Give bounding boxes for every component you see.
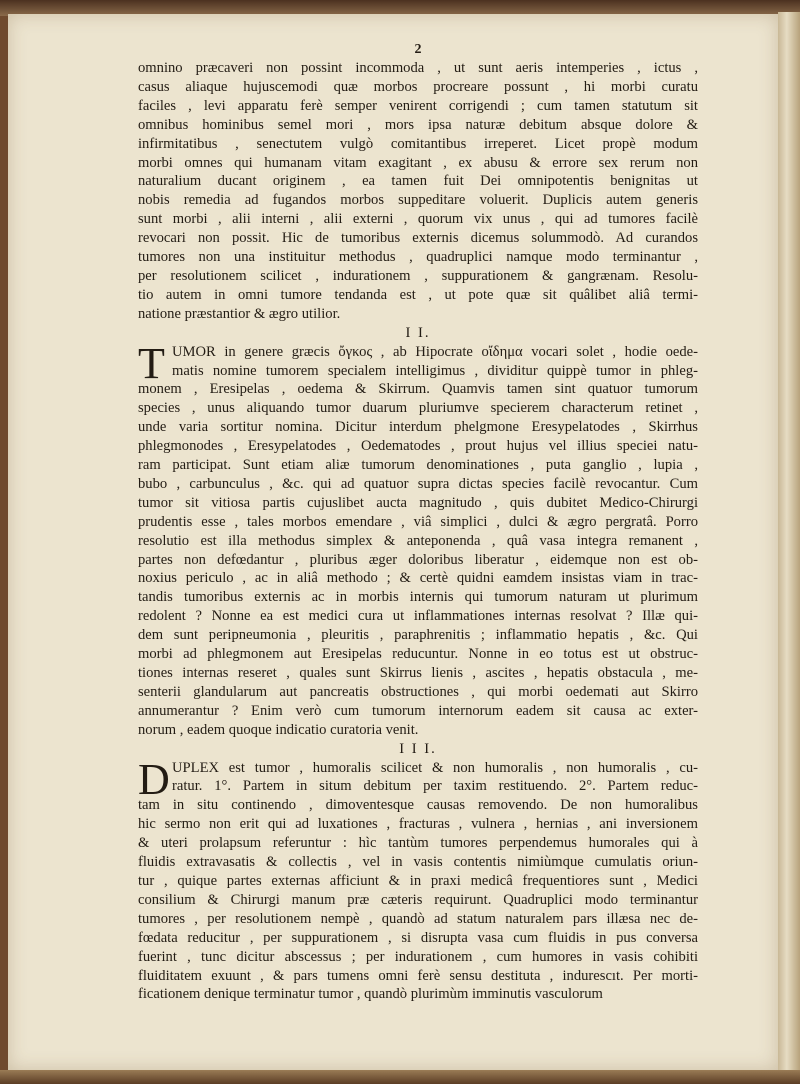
text-line: UMOR in genere græcis ὄγκος , ab Hipocrate οἴδημα vocari solet , hodie oede- xyxy=(172,343,698,360)
text-line: naturalium ducant originem , ea tamen fuit Dei omnipotentis benignitas ut xyxy=(138,173,698,190)
text-line: nobis remedia ad fugandos morbos suppeditare voluerit. Duplicis autem generis xyxy=(138,192,698,209)
text-line: tumores , per resolutionem nempè , quandò ad statum naturalem pars illæsa nec de- xyxy=(138,910,698,927)
text-line: fuerint , tunc dicitur abscessus ; per indurationem , cum humores in vasis cohibiti xyxy=(138,948,698,965)
text-line: fluidis extravasatis & collectis , vel in vasis contentis nimiùmque cumulatis oriun- xyxy=(138,854,698,871)
text-line: ratur. 1°. Partem in situm debitum per taxim restituendo. 2°. Partem reduc- xyxy=(172,778,698,795)
text-line: prudentis esse , tales morbos emendare , viâ simplici , dulci & ægro pergratâ. Porro xyxy=(138,513,698,530)
text-line: ram participat. Sunt etiam aliæ tumorum denominationes , puta ganglio , lupia , xyxy=(138,457,698,474)
drop-cap-t: T xyxy=(138,338,165,388)
text-line: faciles , levi apparatu ferè semper venirent corrigendi ; cum tamen statutum sit xyxy=(138,97,698,114)
text-line: resolutio est illa methodus simplex & anteponenda , quâ vasa integra remanent , xyxy=(138,532,698,549)
text-line: fœdata reducitur , per suppurationem , si disrupta vasa cum fluidis in pus conversa xyxy=(138,929,698,946)
scan-edge-bottom xyxy=(0,1070,800,1084)
text-line: ficationem denique terminatur tumor , quandò plurimùm imminutis vasculorum xyxy=(138,986,603,1003)
section-3-paragraph xyxy=(138,754,698,1005)
text-line: hic sermo non erit qui ad luxationes , fracturas , vulnera , hernias , ani inversionem xyxy=(138,816,698,833)
text-line: redolent ? Nonne ea est medici cura ut inflammationes internas resolvat ? Illæ qui- xyxy=(138,608,698,625)
text-line: senterii glandularum aut pancreatis obstructiones , qui morbi oedemati aut Skirro xyxy=(138,683,698,700)
facing-page-edge xyxy=(778,12,800,1076)
text-line: natione præstantior & ægro utilior. xyxy=(138,305,341,322)
text-line: fluiditatem exuunt , & pars tumens omni ferè sensu destituta , indurescıt. Per morti- xyxy=(138,967,698,984)
text-line: dem sunt peripneumonia , pleuritis , paraphrenitis ; inflammatio hepatis , &c. Qui xyxy=(138,627,698,644)
text-line: partes non defœdantur , pluribus æger doloribus liberatur , eidemque non est ob- xyxy=(138,551,698,568)
section-2-paragraph xyxy=(138,338,698,740)
text-line: UPLEX est tumor , humoralis scilicet & non humoralis , non humoralis , cu- xyxy=(172,759,698,776)
text-line: tumor sit vitiosa partis cujuslibet aucta magnitudo , quis dubitet Medico-Chirurgi xyxy=(138,494,698,511)
text-line: casus aliaque hujuscemodi quæ morbos procreare possunt , hi morbi curatu xyxy=(138,78,698,95)
text-line: tiones internas reseret , quales sunt Skirrus lienis , ascites , hepatis obstacula , me- xyxy=(138,665,698,681)
section-heading-2: I I. xyxy=(405,324,431,341)
text-line: tandis tumoribus externis ac in morbis internis qui tumorum naturam ut plurimum xyxy=(138,589,698,606)
text-line: consilium & Chirurgi manum præ cæteris requirunt. Quadruplici modo terminantur xyxy=(138,891,698,908)
text-line: omnibus hominibus semel mori , mors ipsa naturæ debitum absque dolore & xyxy=(138,116,698,133)
text-line: morbi omnes qui humanam vitam exagitant , ex abusu & errore sex rerum non xyxy=(138,154,698,171)
text-line: noxius periculo , ac in aliâ methodo ; & certè quidni eamdem insistas viam in trac- xyxy=(138,570,698,587)
text-line: revocari non possit. Hic de tumoribus externis dicemus solummodò. Ad curandos xyxy=(138,230,698,247)
text-line: tam in situ continendo , dimoventesque causas removendo. De non humoralibus xyxy=(138,797,698,814)
opening-paragraph xyxy=(138,59,698,324)
page-text xyxy=(138,42,698,1004)
text-line: matis nomine tumorem specialem intelligimus , dividitur quippè tumor in phleg- xyxy=(172,362,698,379)
text-line: species , unus aliquando tumor duarum pluriumve specierem characterum retinet , xyxy=(138,400,698,417)
text-line: & uteri prolapsum referuntur : hìc tantùm tumores perpendemus humorales qui à xyxy=(138,835,698,852)
text-line: bubo , carbunculus , &c. qui ad quatuor supra dictas species facilè revocantur. Cum xyxy=(138,475,698,492)
text-line: sunt morbi , alii interni , alii externi , quorum vix unus , qui ad tumores facilè xyxy=(138,211,698,228)
text-line: norum , eadem quoque indicatio curatoria venit. xyxy=(138,721,419,738)
text-line: phlegmonodes , Eresypelatodes , Oedematodes , prout hujus vel illius speciei natu- xyxy=(138,438,698,455)
text-line: omnino præcaveri non possint incommoda , ut sunt aeris intemperies , ictus , xyxy=(138,60,698,76)
text-line: infirmitatibus , senectutem vulgò comitantibus irreperet. Licet propè modum xyxy=(138,135,698,152)
drop-cap-d: D xyxy=(138,754,170,804)
text-line: unde varia sortitur nomina. Dicitur interdum phelgmone Eresypelatodes , Skirrhus xyxy=(138,419,698,436)
text-line: morbi ad phlegmonem aut Eresipelas reducuntur. Nonne in eo totus est ut obstruc- xyxy=(138,646,698,663)
text-line: tur , quique partes externas afficiunt & in praxi medicâ frequentiores sunt , Medici xyxy=(138,872,698,889)
section-heading-3: I I I. xyxy=(399,740,437,757)
text-line: annumerantur ? Enim verò cum tumorum internorum eadem sit causa ac exter- xyxy=(138,702,698,719)
page-number: 2 xyxy=(414,42,422,57)
text-line: per resolutionem scilicet , indurationem , suppurationem & gangrænam. Resolu- xyxy=(138,267,698,284)
text-line: monem , Eresipelas , oedema & Skirrum. Quamvis tamen sint quatuor tumorum xyxy=(138,381,698,398)
text-line: tio autem in omni tumore tendanda est , ut pote quæ sit quâlibet aliâ termi- xyxy=(138,286,698,303)
text-line: tumores non una instituitur methodus , quadruplici namque modo terminantur , xyxy=(138,249,698,266)
